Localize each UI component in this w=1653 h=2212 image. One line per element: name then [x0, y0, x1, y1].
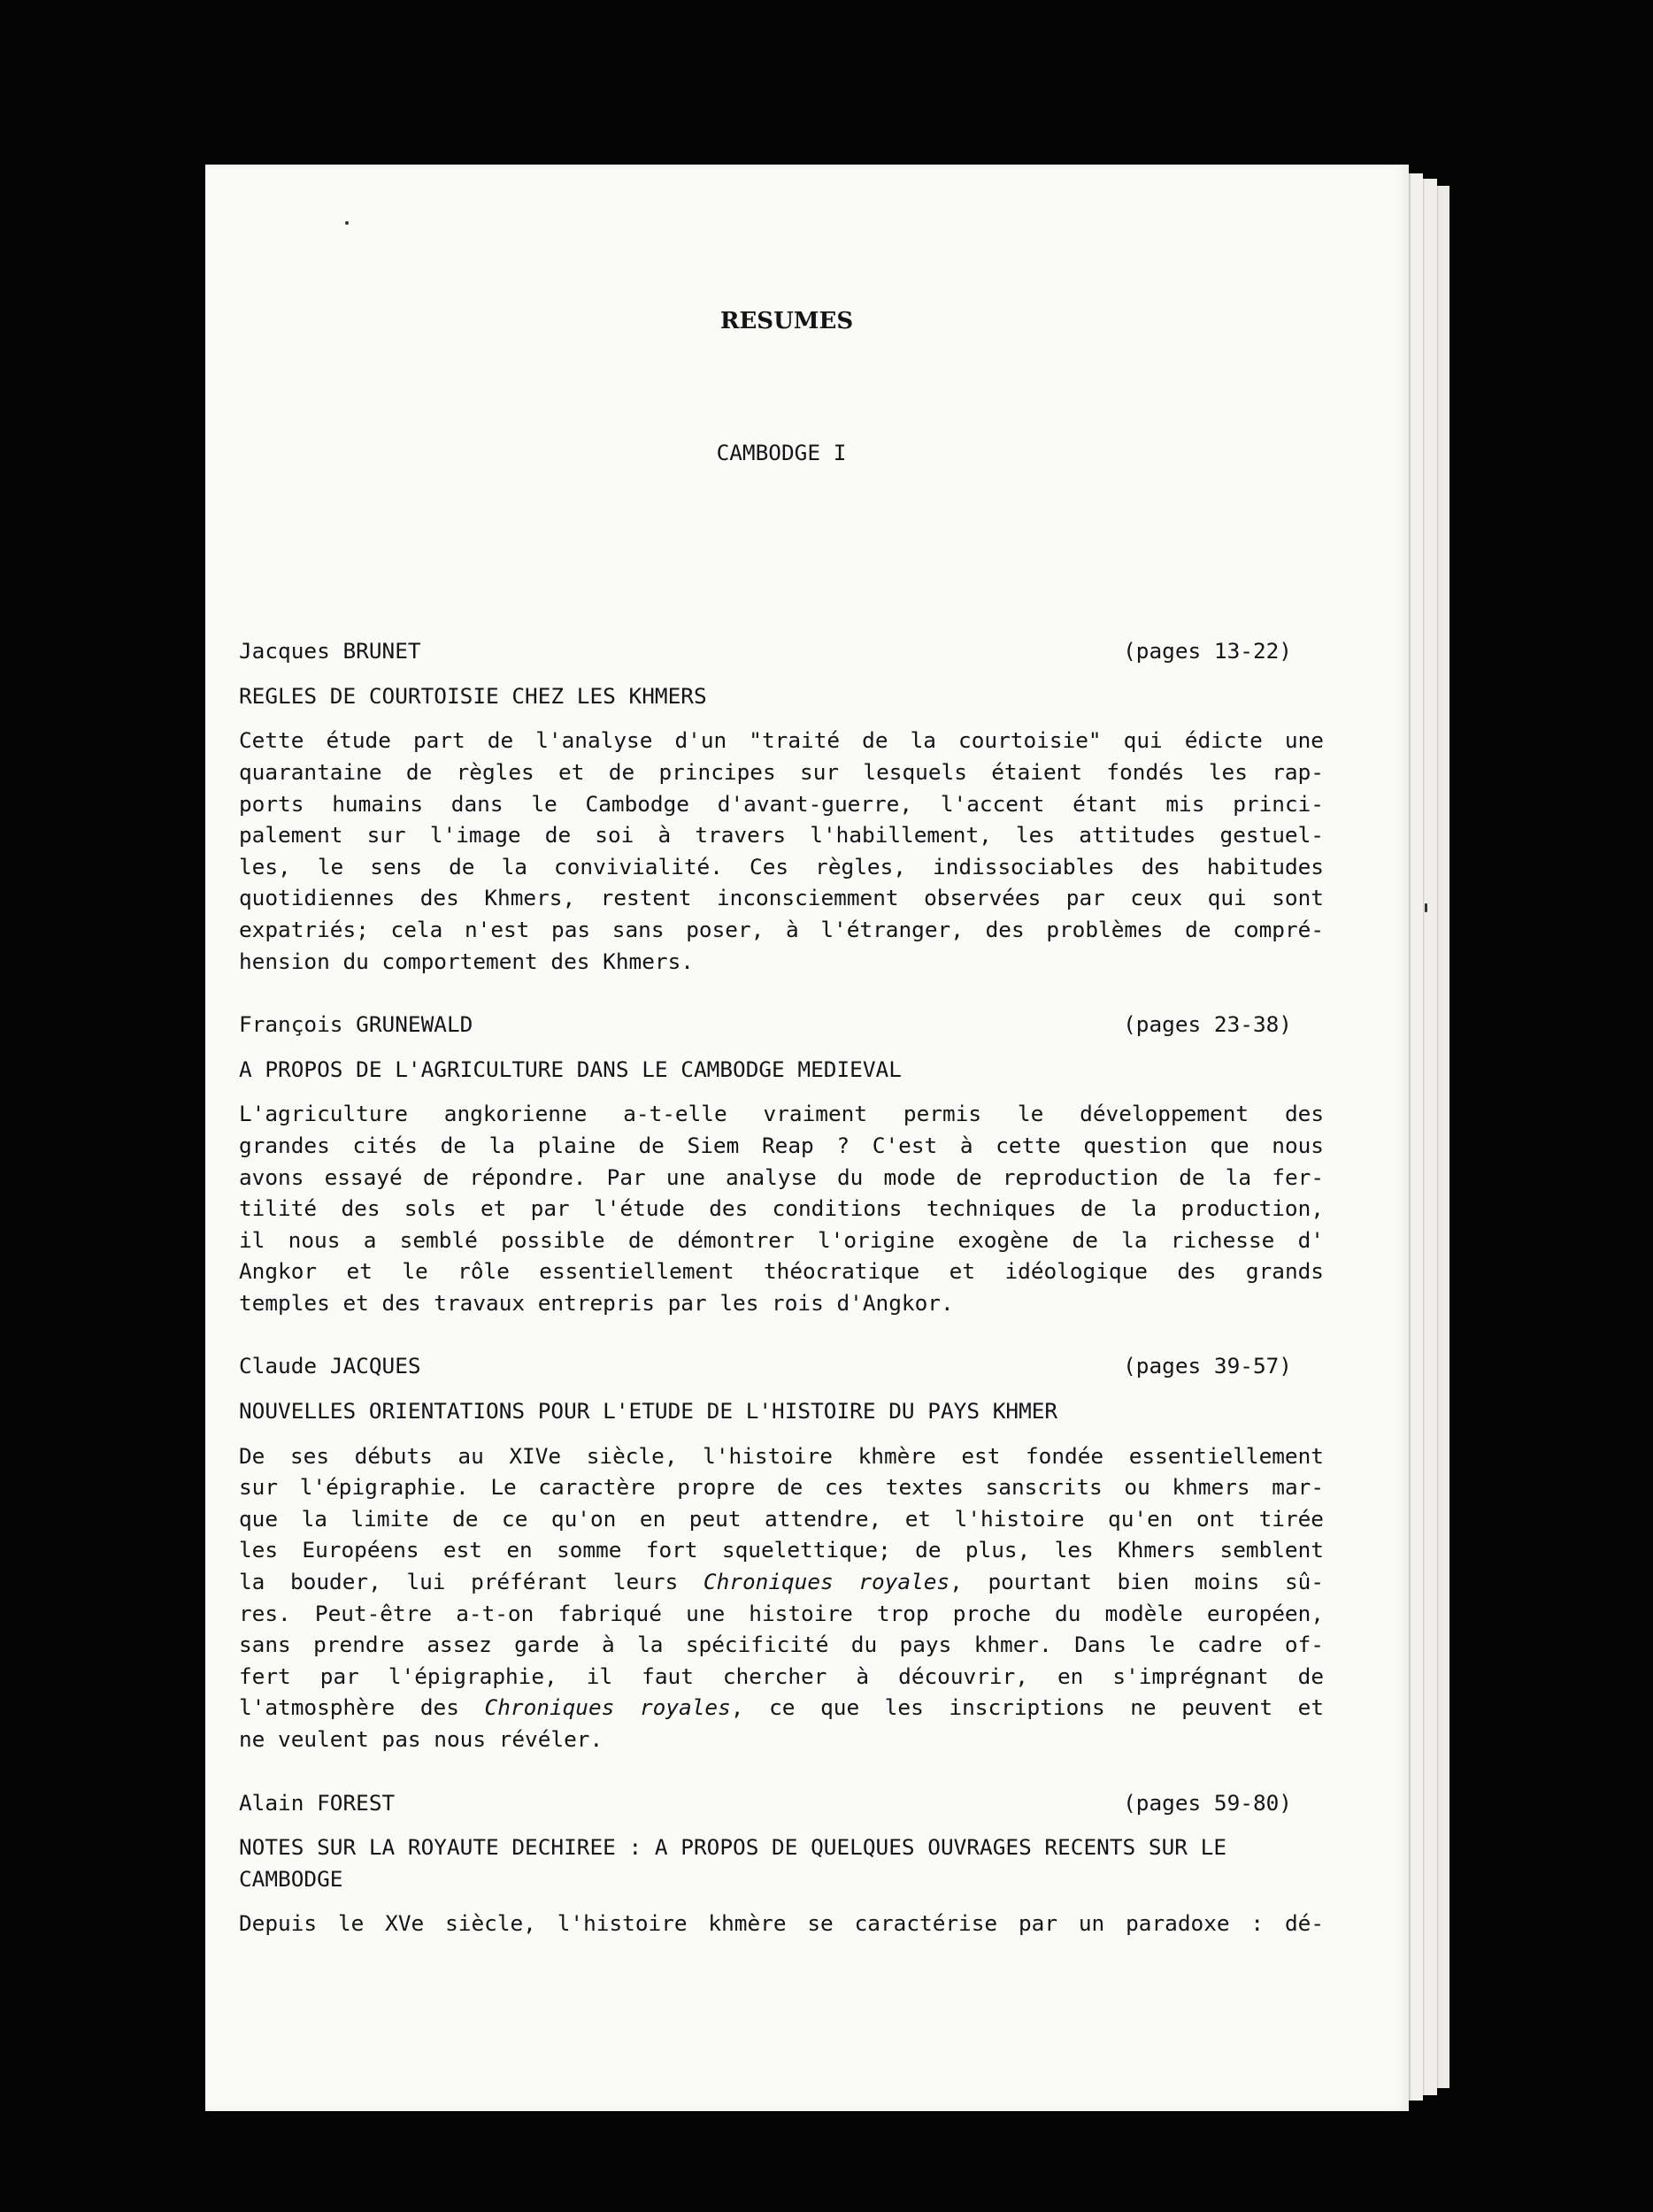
- abstract-line: Angkor et le rôle essentiellement théocratique et idéologique des grands: [239, 1258, 1324, 1285]
- abstract-line: Depuis le XVe siècle, l'histoire khmère se caractérise par un paradoxe : dé-: [239, 1910, 1324, 1937]
- abstract-text: [239, 1098, 1324, 1318]
- line-text: l'atmosphère des: [239, 1694, 485, 1721]
- italic-title: Chroniques royales: [703, 1569, 950, 1595]
- abstract-entry-jacques: [239, 1350, 1324, 1755]
- author-line: [239, 635, 1324, 667]
- abstract-line: il nous a semblé possible de démontrer l'origine exogène de la richesse d': [239, 1226, 1324, 1253]
- abstract-line: L'agriculture angkorienne a-t-elle vraiment permis le développement des: [239, 1101, 1324, 1127]
- abstract-line: [239, 1566, 1324, 1598]
- abstract-line: quotidiennes des Khmers, restent inconsciemment observées par ceux qui sont: [239, 885, 1324, 911]
- page-range: (pages 59-80): [1123, 1789, 1292, 1816]
- article-title: NOTES SUR LA ROYAUTE DECHIREE : A PROPOS DE QUELQUES OUVRAGES RECENTS SUR LE CAMBODGE: [239, 1834, 1227, 1892]
- abstract-text: [239, 725, 1324, 977]
- abstract-line: tilité des sols et par l'étude des conditions techniques de la production,: [239, 1195, 1324, 1222]
- abstract-line: fert par l'épigraphie, il faut chercher à découvrir, en s'imprégnant de: [239, 1663, 1324, 1689]
- document-page: [205, 165, 1409, 2111]
- document-content: [239, 306, 1324, 1971]
- italic-title: Chroniques royales: [484, 1694, 731, 1721]
- page-range: (pages 13-22): [1123, 638, 1292, 664]
- abstract-line: [239, 1692, 1324, 1724]
- author-line: [239, 1009, 1324, 1041]
- page-range: (pages 39-57): [1123, 1353, 1292, 1379]
- abstract-line: ports humains dans le Cambodge d'avant-guerre, l'accent étant mis princi-: [239, 790, 1324, 817]
- abstract-entry-brunet: [239, 635, 1324, 977]
- author-name: Jacques BRUNET: [239, 638, 421, 664]
- abstract-line: palement sur l'image de soi à travers l'habillement, les attitudes gestuel-: [239, 822, 1324, 849]
- abstract-line: sur l'épigraphie. Le caractère propre de ces textes sanscrits ou khmers mar-: [239, 1474, 1324, 1501]
- abstract-text: [239, 1440, 1324, 1755]
- abstract-line: les Européens est en somme fort squelettique; de plus, les Khmers semblent: [239, 1537, 1324, 1563]
- abstract-line: les, le sens de la convivialité. Ces règles, indissociables des habitudes: [239, 853, 1324, 879]
- abstract-entry-grunewald: [239, 1009, 1324, 1318]
- section-subtitle: CAMBODGE I: [716, 439, 847, 465]
- abstract-line: Cette étude part de l'analyse d'un "traité de la courtoisie" qui édicte une: [239, 727, 1324, 754]
- abstract-line: expatriés; cela n'est pas sans poser, à l'étranger, des problèmes de compré-: [239, 916, 1324, 942]
- author-name: François GRUNEWALD: [239, 1011, 473, 1038]
- abstract-line: quarantaine de règles et de principes sur lesquels étaient fondés les rap-: [239, 758, 1324, 785]
- page-heading: RESUMES: [719, 308, 854, 334]
- abstract-line: De ses débuts au XIVe siècle, l'histoire khmère est fondée essentiellement: [239, 1442, 1324, 1469]
- ink-speck: [1425, 903, 1427, 912]
- abstract-line: avons essayé de répondre. Par une analyse du mode de reproduction de la fer-: [239, 1164, 1324, 1190]
- abstract-text: [239, 1908, 1324, 1939]
- article-title: NOUVELLES ORIENTATIONS POUR L'ETUDE DE L'HISTOIRE DU PAYS KHMER: [239, 1398, 1058, 1425]
- article-title: REGLES DE COURTOISIE CHEZ LES KHMERS: [239, 682, 707, 709]
- author-line: [239, 1350, 1324, 1382]
- abstract-line: sans prendre assez garde à la spécificité du pays khmer. Dans le cadre of-: [239, 1632, 1324, 1658]
- author-name: Claude JACQUES: [239, 1353, 421, 1379]
- abstract-line: temples et des travaux entrepris par les rois d'Angkor.: [239, 1289, 954, 1316]
- page-range: (pages 23-38): [1123, 1011, 1292, 1038]
- abstract-line: que la limite de ce qu'on en peut attendre, et l'histoire qu'en ont tirée: [239, 1505, 1324, 1532]
- ink-speck: [345, 221, 349, 225]
- abstract-line: hension du comportement des Khmers.: [239, 948, 694, 974]
- abstract-line: res. Peut-être a-t-on fabriqué une histoire trop proche du modèle européen,: [239, 1600, 1324, 1626]
- author-line: [239, 1787, 1324, 1819]
- line-text: , ce que les inscriptions ne peuvent et: [730, 1694, 1325, 1721]
- abstract-line: ne veulent pas nous révéler.: [239, 1726, 604, 1752]
- line-text: , pourtant bien moins sû-: [950, 1569, 1324, 1595]
- author-name: Alain FOREST: [239, 1789, 396, 1816]
- line-text: la bouder, lui préférant leurs: [239, 1569, 703, 1595]
- article-title: A PROPOS DE L'AGRICULTURE DANS LE CAMBODGE MEDIEVAL: [239, 1056, 902, 1082]
- abstract-line: grandes cités de la plaine de Siem Reap ? C'est à cette question que nous: [239, 1132, 1324, 1158]
- abstract-entry-forest: [239, 1787, 1324, 1939]
